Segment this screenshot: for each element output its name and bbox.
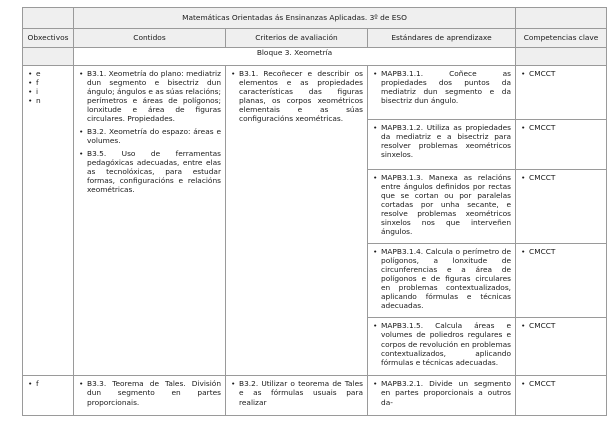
standard-item: • MAPB3.1.1. Coñece as propiedades dos puntos da mediatriz dun segmento e da bisectriz dun ángulo. xyxy=(372,69,511,105)
objective-item: • n xyxy=(27,96,69,105)
curriculum-table xyxy=(22,7,607,416)
standard-item: • MAPB3.2.1. Divide un segmento en partes proporcionais a outros da- xyxy=(372,379,511,406)
competence-item: • CMCCT xyxy=(520,247,602,256)
objective-item: • e xyxy=(27,69,69,78)
standard-item: • MAPB3.1.2. Utiliza as propiedades da mediatriz e a bisectriz para resolver problemas xeométricos sinxelos. xyxy=(372,123,511,159)
objectives-cell xyxy=(23,376,74,416)
standard-item: • MAPB3.1.3. Manexa as relacións entre ángulos definidos por rectas que se cortan ou por paralelas cortadas por unha secante, e resolve problemas xeométricos sinxelos nos que interveñen ángulos. xyxy=(372,173,511,236)
content-item: • B3.1. Xeometría do plano: mediatriz dun segmento e bisectriz dun ángulo; ángulos e as súas relacións; perímetros e áreas de polígonos; lonxitude e área de figuras circulares. Propiedades. xyxy=(78,69,221,123)
criteria-cell xyxy=(226,66,368,376)
competence-item: • CMCCT xyxy=(520,123,602,132)
standard-cell xyxy=(368,66,516,120)
table-title: Matemáticas Orientadas ás Ensinanzas Aplicadas. 3º de ESO xyxy=(74,8,516,29)
table-row xyxy=(23,376,607,416)
contents-cell xyxy=(74,376,226,416)
content-item: • B3.2. Xeometría do espazo: áreas e volumes. xyxy=(78,127,221,145)
objective-item: • f xyxy=(27,379,69,388)
objectives-cell xyxy=(23,66,74,376)
standard-cell xyxy=(368,120,516,170)
column-header-standards: Estándares de aprendizaxe xyxy=(368,29,516,48)
header-blank-cell xyxy=(23,8,74,29)
objective-item: • i xyxy=(27,87,69,96)
block-title: Bloque 3. Xeometría xyxy=(74,48,516,66)
standard-cell xyxy=(368,318,516,376)
standard-item: • MAPB3.1.4. Calcula o perímetro de polígonos, a lonxitude de circunferencias e a área de polígonos e de figuras circulares en problemas contextualizados, aplicando fórmulas e técnicas adecuadas. xyxy=(372,247,511,310)
competence-cell xyxy=(516,66,607,120)
block-blank-cell-right xyxy=(516,48,607,66)
competence-item: • CMCCT xyxy=(520,321,602,330)
objective-item: • f xyxy=(27,78,69,87)
competence-cell xyxy=(516,376,607,416)
standard-cell xyxy=(368,244,516,318)
criterion-item: • B3.2. Utilizar o teorema de Tales e as fórmulas usuais para realizar xyxy=(230,379,363,406)
criteria-cell xyxy=(226,376,368,416)
table-row xyxy=(23,66,607,120)
competence-item: • CMCCT xyxy=(520,379,602,388)
competence-cell xyxy=(516,244,607,318)
column-header-contents: Contidos xyxy=(74,29,226,48)
contents-cell xyxy=(74,66,226,376)
criterion-item: • B3.1. Recoñecer e describir os elementos e as propiedades características das figuras planas, os corpos xeométricos elementais e as súas configuracións xeométricas. xyxy=(230,69,363,123)
content-item: • B3.3. Teorema de Tales. División dun segmento en partes proporcionais. xyxy=(78,379,221,406)
content-item: • B3.5. Uso de ferramentas pedagóxicas adecuadas, entre elas as tecnolóxicas, para estudar formas, configuracións e relacións xeométricas. xyxy=(78,149,221,194)
standard-cell xyxy=(368,170,516,244)
competence-item: • CMCCT xyxy=(520,173,602,182)
competence-item: • CMCCT xyxy=(520,69,602,78)
standard-cell xyxy=(368,376,516,416)
standard-item: • MAPB3.1.5. Calcula áreas e volumes de poliedros regulares e corpos de revolución en problemas contextualizados, aplicando fórmulas e técnicas adecuadas. xyxy=(372,321,511,366)
column-header-competences: Competencias clave xyxy=(516,29,607,48)
header-blank-cell-right xyxy=(516,8,607,29)
block-blank-cell xyxy=(23,48,74,66)
competence-cell xyxy=(516,170,607,244)
column-header-objectives: Obxectivos xyxy=(23,29,74,48)
competence-cell xyxy=(516,120,607,170)
column-header-criteria: Criterios de avaliación xyxy=(226,29,368,48)
competence-cell xyxy=(516,318,607,376)
